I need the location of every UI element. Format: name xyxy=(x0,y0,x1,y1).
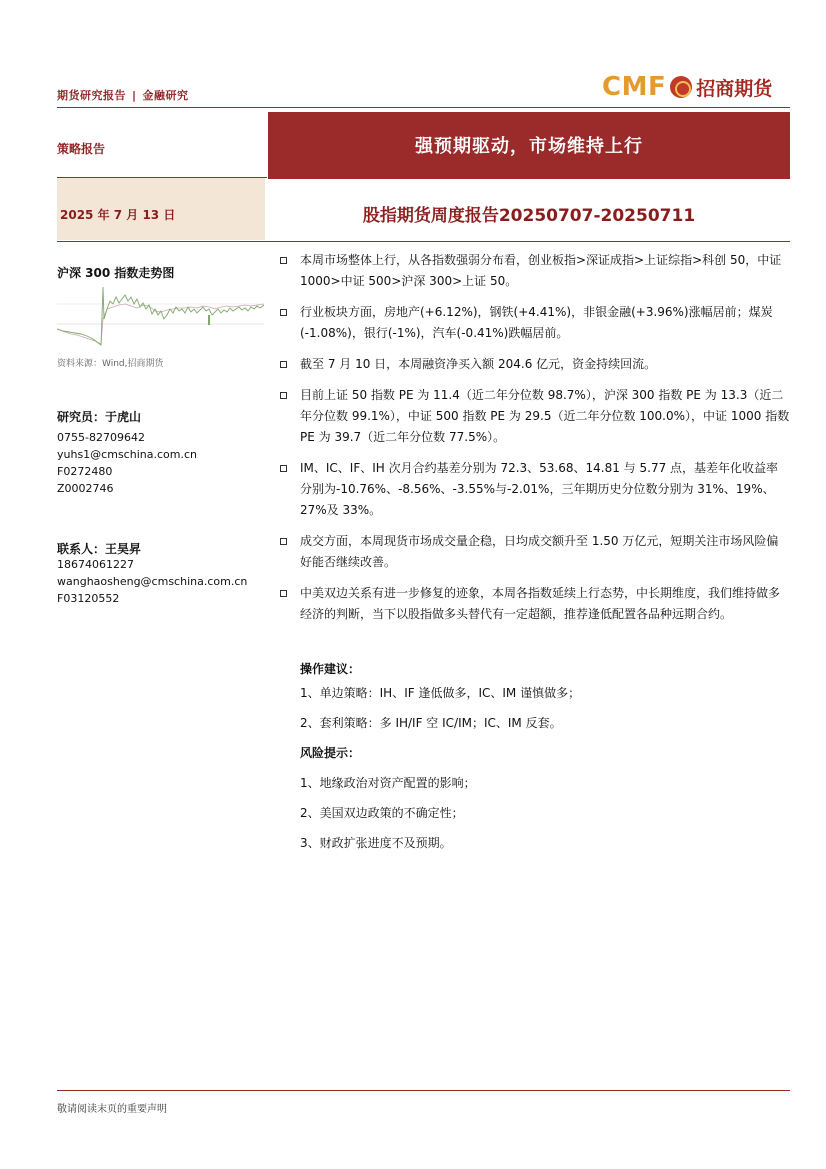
footer-disclaimer: 敬请阅读末页的重要声明 xyxy=(57,1104,167,1115)
contact-heading: 联系人：王昊昇 xyxy=(57,542,142,556)
category-label: 期货研究报告 xyxy=(57,89,126,102)
bullet-text: 本周市场整体上行，从各指数强弱分布看，创业板指>深证成指>上证综指>科创 50，中证 1000>中证 500>沪深 300>上证 50。 xyxy=(300,253,782,288)
bullet-item xyxy=(280,385,790,448)
checkbox-bullet-icon xyxy=(280,465,287,472)
logo-latin: CMF xyxy=(602,72,667,102)
report-date: 2025 年 7 月 13 日 xyxy=(60,208,176,222)
bullet-text: 中美双边关系有进一步修复的迹象，本周各指数延续上行态势，中长期维度，我们维持做多经济的判断，当下以股指做多头替代有一定超额，推荐逢低配置各品种远期合约。 xyxy=(300,586,781,621)
checkbox-bullet-icon xyxy=(280,361,287,368)
company-logo xyxy=(602,70,772,104)
bullet-text: 目前上证 50 指数 PE 为 11.4（近二年分位数 98.7%），沪深 300 指数 PE 为 13.3（近二年分位数 99.1%），中证 500 指数 PE 为 29.5（近二年分位数 100.0%），中证 1000 指数 PE 为 39.7（近二年分位数 77.5%）。 xyxy=(300,388,790,444)
chart-source: 资料来源：Wind,招商期货 xyxy=(57,359,164,369)
contact-license: F03120552 xyxy=(57,592,120,605)
risk-item: 3、财政扩张进度不及预期。 xyxy=(300,836,452,850)
title-rule-right xyxy=(268,178,790,179)
operation-item: 1、单边策略：IH、IF 逢低做多，IC、IM 谨慎做多； xyxy=(300,686,581,700)
researcher-phone: 0755-82709642 xyxy=(57,431,145,444)
index-trend-chart-figure xyxy=(57,279,264,349)
logo-chinese: 招商期货 xyxy=(696,77,773,100)
checkbox-bullet-icon xyxy=(280,590,287,597)
researcher-license-z: Z0002746 xyxy=(57,482,114,495)
bullet-item xyxy=(280,302,790,344)
title-band xyxy=(268,112,790,178)
chart-title: 沪深 300 指数走势图 xyxy=(57,266,175,280)
report-subtitle: 股指期货周度报告20250707-20250711 xyxy=(362,206,696,226)
contact-phone: 18674061227 xyxy=(57,558,134,571)
checkbox-bullet-icon xyxy=(280,392,287,399)
summary-bullets xyxy=(280,250,790,635)
risk-item: 1、地缘政治对资产配置的影响； xyxy=(300,776,476,790)
index-trend-chart xyxy=(57,279,264,349)
operations-heading: 操作建议： xyxy=(300,662,361,676)
bullet-item xyxy=(280,354,790,375)
title-rule-bottom xyxy=(57,241,790,242)
risk-item: 2、美国双边政策的不确定性； xyxy=(300,806,464,820)
category-separator: | xyxy=(132,89,137,102)
checkbox-bullet-icon xyxy=(280,309,287,316)
page-title: 强预期驱动，市场维持上行 xyxy=(415,136,643,157)
checkbox-bullet-icon xyxy=(280,538,287,545)
report-category xyxy=(57,87,189,103)
header-rule xyxy=(57,107,790,108)
subcategory-label: 金融研究 xyxy=(142,89,189,102)
contact-email[interactable]: wanghaosheng@cmschina.com.cn xyxy=(57,575,248,588)
footer-rule xyxy=(57,1090,790,1091)
bullet-text: 截至 7 月 10 日，本周融资净买入额 204.6 亿元，资金持续回流。 xyxy=(300,357,657,371)
bullet-item xyxy=(280,458,790,521)
checkbox-bullet-icon xyxy=(280,257,287,264)
bullet-text: 行业板块方面，房地产(+6.12%)，钢铁(+4.41%)，非银金融(+3.96%)涨幅居前；煤炭(-1.08%)，银行(-1%)，汽车(-0.41%)跌幅居前。 xyxy=(300,305,773,340)
bullet-text: 成交方面，本周现货市场成交量企稳，日均成交额升至 1.50 万亿元，短期关注市场风险偏好能否继续改善。 xyxy=(300,534,779,569)
chart-series-line-primary xyxy=(57,287,264,345)
bullet-item xyxy=(280,583,790,625)
report-type: 策略报告 xyxy=(57,142,106,156)
bullet-item xyxy=(280,531,790,573)
bullet-text: IM、IC、IF、IH 次月合约基差分别为 72.3、53.68、14.81 与 5.77 点，基差年化收益率分别为-10.76%、-8.56%、-3.55%与-2.01%，三年期历史分位数分别为 31%、19%、27%及 33%。 xyxy=(300,461,779,517)
bullet-item xyxy=(280,250,790,292)
researcher-heading: 研究员：于虎山 xyxy=(57,410,142,424)
operation-item: 2、套利策略：多 IH/IF 空 IC/IM；IC、IM 反套。 xyxy=(300,716,562,730)
researcher-email[interactable]: yuhs1@cmschina.com.cn xyxy=(57,448,197,461)
researcher-license-f: F0272480 xyxy=(57,465,113,478)
risks-heading: 风险提示： xyxy=(300,746,361,760)
logo-seal-icon xyxy=(670,76,692,98)
